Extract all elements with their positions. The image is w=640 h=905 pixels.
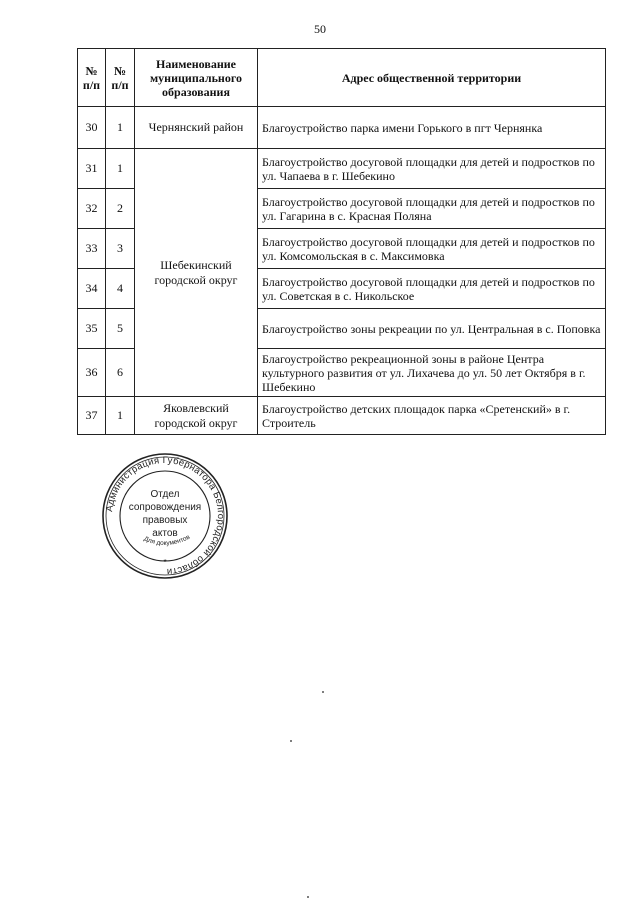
header-municipality: Наименование муниципального образования <box>135 49 258 107</box>
table-header-row <box>78 49 606 107</box>
row-address: Благоустройство досуговой площадки для детей и подростков по ул. Гагарина в с. Красная Поляна <box>258 189 606 229</box>
row-local-number: 6 <box>106 349 135 397</box>
row-address: Благоустройство досуговой площадки для детей и подростков по ул. Комсомольская в с. Максимовка <box>258 229 606 269</box>
row-local-number: 1 <box>106 107 135 149</box>
row-municipality: Шебекинский городской округ <box>135 149 258 397</box>
official-stamp <box>101 452 229 580</box>
stamp-ring-text: Администрация Губернатора Белгородской области <box>104 454 227 578</box>
row-municipality: Чернянский район <box>135 107 258 149</box>
stamp-line-2: сопровождения <box>128 502 202 513</box>
table-row <box>78 107 606 149</box>
table-row <box>78 149 606 189</box>
row-number: 33 <box>78 229 106 269</box>
row-number: 34 <box>78 269 106 309</box>
stamp-seal-icon <box>101 452 229 580</box>
row-address: Благоустройство зоны рекреации по ул. Центральная в с. Поповка <box>258 309 606 349</box>
row-local-number: 3 <box>106 229 135 269</box>
header-address: Адрес общественной территории <box>258 49 606 107</box>
stamp-line-1: Отдел <box>150 489 180 500</box>
stamp-bottom-text: Для документов <box>142 533 192 548</box>
table-row <box>78 397 606 435</box>
page-number: 50 <box>314 22 326 36</box>
scan-speck <box>307 896 309 898</box>
row-municipality: Яковлевский городской округ <box>135 397 258 435</box>
row-local-number: 1 <box>106 149 135 189</box>
row-local-number: 5 <box>106 309 135 349</box>
row-number: 37 <box>78 397 106 435</box>
stamp-line-3: правовых <box>142 515 188 526</box>
row-local-number: 1 <box>106 397 135 435</box>
row-address: Благоустройство рекреационной зоны в районе Центра культурного развития от ул. Лихачева до ул. 50 лет Октября в г. Шебекино <box>258 349 606 397</box>
row-address: Благоустройство досуговой площадки для детей и подростков по ул. Чапаева в г. Шебекино <box>258 149 606 189</box>
stamp-star: * <box>163 558 167 567</box>
row-local-number: 2 <box>106 189 135 229</box>
territories-table <box>77 48 606 435</box>
scan-speck <box>290 740 292 742</box>
row-number: 36 <box>78 349 106 397</box>
row-number: 32 <box>78 189 106 229</box>
row-number: 30 <box>78 107 106 149</box>
scan-speck <box>322 691 324 693</box>
header-num-global: № п/п <box>78 49 106 107</box>
header-num-local: № п/п <box>106 49 135 107</box>
row-address: Благоустройство детских площадок парка «Сретенский» в г. Строитель <box>258 397 606 435</box>
row-number: 31 <box>78 149 106 189</box>
row-number: 35 <box>78 309 106 349</box>
row-address: Благоустройство досуговой площадки для детей и подростков по ул. Советская в с. Никольское <box>258 269 606 309</box>
stamp-line-4: актов <box>152 528 178 539</box>
row-local-number: 4 <box>106 269 135 309</box>
row-address: Благоустройство парка имени Горького в пгт Чернянка <box>258 107 606 149</box>
